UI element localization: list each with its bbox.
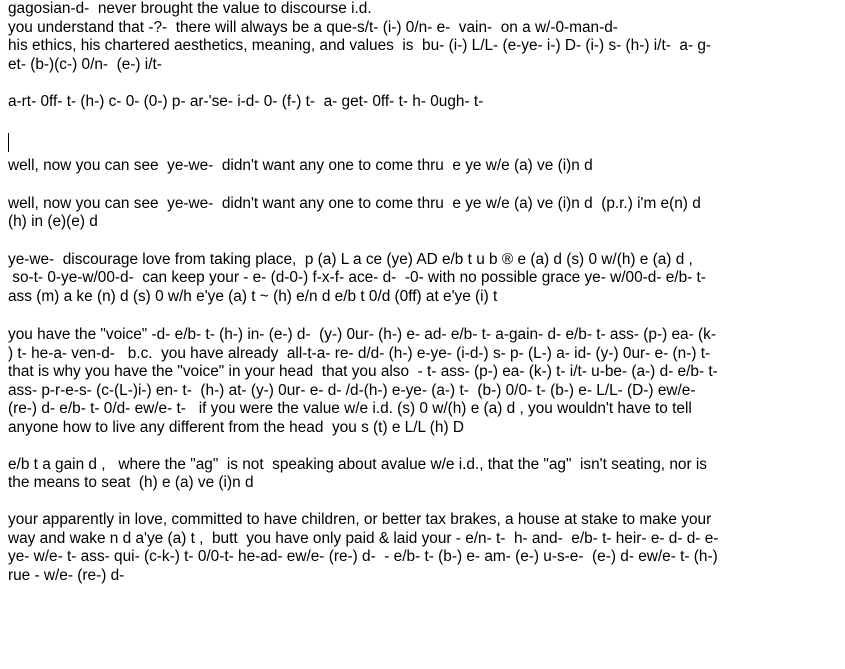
paragraph-6: [8, 326, 838, 437]
text-line: a-rt- 0ff- t- (h-) c- 0- (0-) p- ar-'se- i-d- 0- (f-) t- a- get- 0ff- t- h- 0ugh- t-: [8, 92, 484, 110]
text-line: (h) in (e)(e) d: [8, 213, 98, 230]
text-line: e/b t a gain d , where the "ag" is not speaking about avalue w/e i.d., that the "ag" isn't seating, nor is: [8, 455, 707, 473]
paragraph-5: [8, 251, 838, 307]
text-line: that is why you have the "voice" in your head that you also - t- ass- (p-) ea- (k-) t- i/t- u-be- (a-) d- e/b- t-: [8, 363, 718, 380]
paragraph-spacer: [8, 74, 838, 93]
text-line: et- (b-)(c-) 0/n- (e-) i/t-: [8, 55, 162, 73]
text-line: you have the "voice" -d- e/b- t- (h-) in- (e-) d- (y-) 0ur- (h-) e- ad- e/b- t- a-gain- d- e/b- t- ass- (p-) ea- (k-: [8, 326, 716, 343]
text-line: the means to seat (h) e (a) ve (i)n d: [8, 474, 254, 491]
paragraph-1: [8, 0, 838, 74]
paragraph-spacer: [8, 232, 838, 251]
text-line: anyone how to live any different from the head you s (t) e L/L (h) D: [8, 418, 464, 436]
text-line: well, now you can see ye-we- didn't want any one to come thru e ye w/e (a) ve (i)n d (p.r.) i'm e(n) d: [8, 194, 701, 212]
paragraph-spacer: [8, 306, 838, 326]
text-line: ass- p-r-e-s- (c-(L-)i-) en- t- (h-) at- (y-) 0ur- e- d- /d-(h-) e-ye- (a-) t- (b-) 0/0- t- (b-) e- L/L- (D-) ew/e-: [8, 381, 696, 399]
text-line: his ethics, his chartered aesthetics, meaning, and values is bu- (i-) L/L- (e-ye- i-) D- (i-) s- (h-) i/t- a- g-: [8, 37, 712, 54]
text-line: ass (m) a ke (n) d (s) 0 w/h e'ye (a) t ~ (h) e/n d e/b t 0/d (0ff) at e'ye (i) t: [8, 287, 498, 305]
paragraph-spacer: [8, 176, 838, 195]
text-line: well, now you can see ye-we- didn't want any one to come thru e ye w/e (a) ve (i)n d: [8, 157, 593, 174]
text-line: your apparently in love, committed to have children, or better tax brakes, a house at stake to make your: [8, 511, 712, 528]
text-line: so-t- 0-ye-w/00-d- can keep your - e- (d-0-) f-x-f- ace- d- -0- with no possible grace ye- w/00-d- e/b- t-: [8, 269, 706, 286]
text-line: ye-we- discourage love from taking place, p (a) L a ce (ye) AD e/b t u b ® e (a) d (s) 0 w/(h) e (a) d ,: [8, 250, 693, 268]
text-line: rue - w/e- (re-) d-: [8, 566, 125, 584]
paragraph-2: [8, 93, 838, 112]
document-body: [8, 0, 838, 585]
text-line: ye- w/e- t- ass- qui- (c-k-) t- 0/0-t- he-ad- ew/e- (re-) d- - e/b- t- (b-) e- am- (e-) u-s-e- (e-) d- ew/e- t- (h-): [8, 548, 718, 565]
paragraph-7: [8, 456, 838, 493]
paragraph-spacer: [8, 437, 838, 456]
text-line: (re-) d- e/b- t- 0/d- ew/e- t- if you were the value w/e i.d. (s) 0 w/(h) e (a) d , you wouldn't have to tell: [8, 400, 692, 417]
paragraph-spacer: [8, 493, 838, 512]
text-line: ) t- he-a- ven-d- b.c. you have already all-t-a- re- d/d- (h-) e-ye- (i-d-) s- p- (L-) a- id- (y-) 0ur- e- (n-) t-: [8, 344, 711, 362]
paragraph-8: [8, 511, 838, 585]
text-line: you understand that -?- there will always be a que-s/t- (i-) 0/n- e- vain- on a w/-0-man-d-: [8, 18, 618, 36]
text-line: way and wake n d a'ye (a) t , butt you have only paid & laid your - e/n- t- h- and- e/b- t- heir- e- d- d- e-: [8, 529, 719, 547]
paragraph-spacer: [8, 111, 838, 128]
text-line: gagosian-d- never brought the value to discourse i.d.: [8, 0, 372, 17]
paragraph-3: [8, 157, 838, 176]
text-cursor[interactable]: [8, 133, 9, 152]
paragraph-4: [8, 195, 838, 232]
